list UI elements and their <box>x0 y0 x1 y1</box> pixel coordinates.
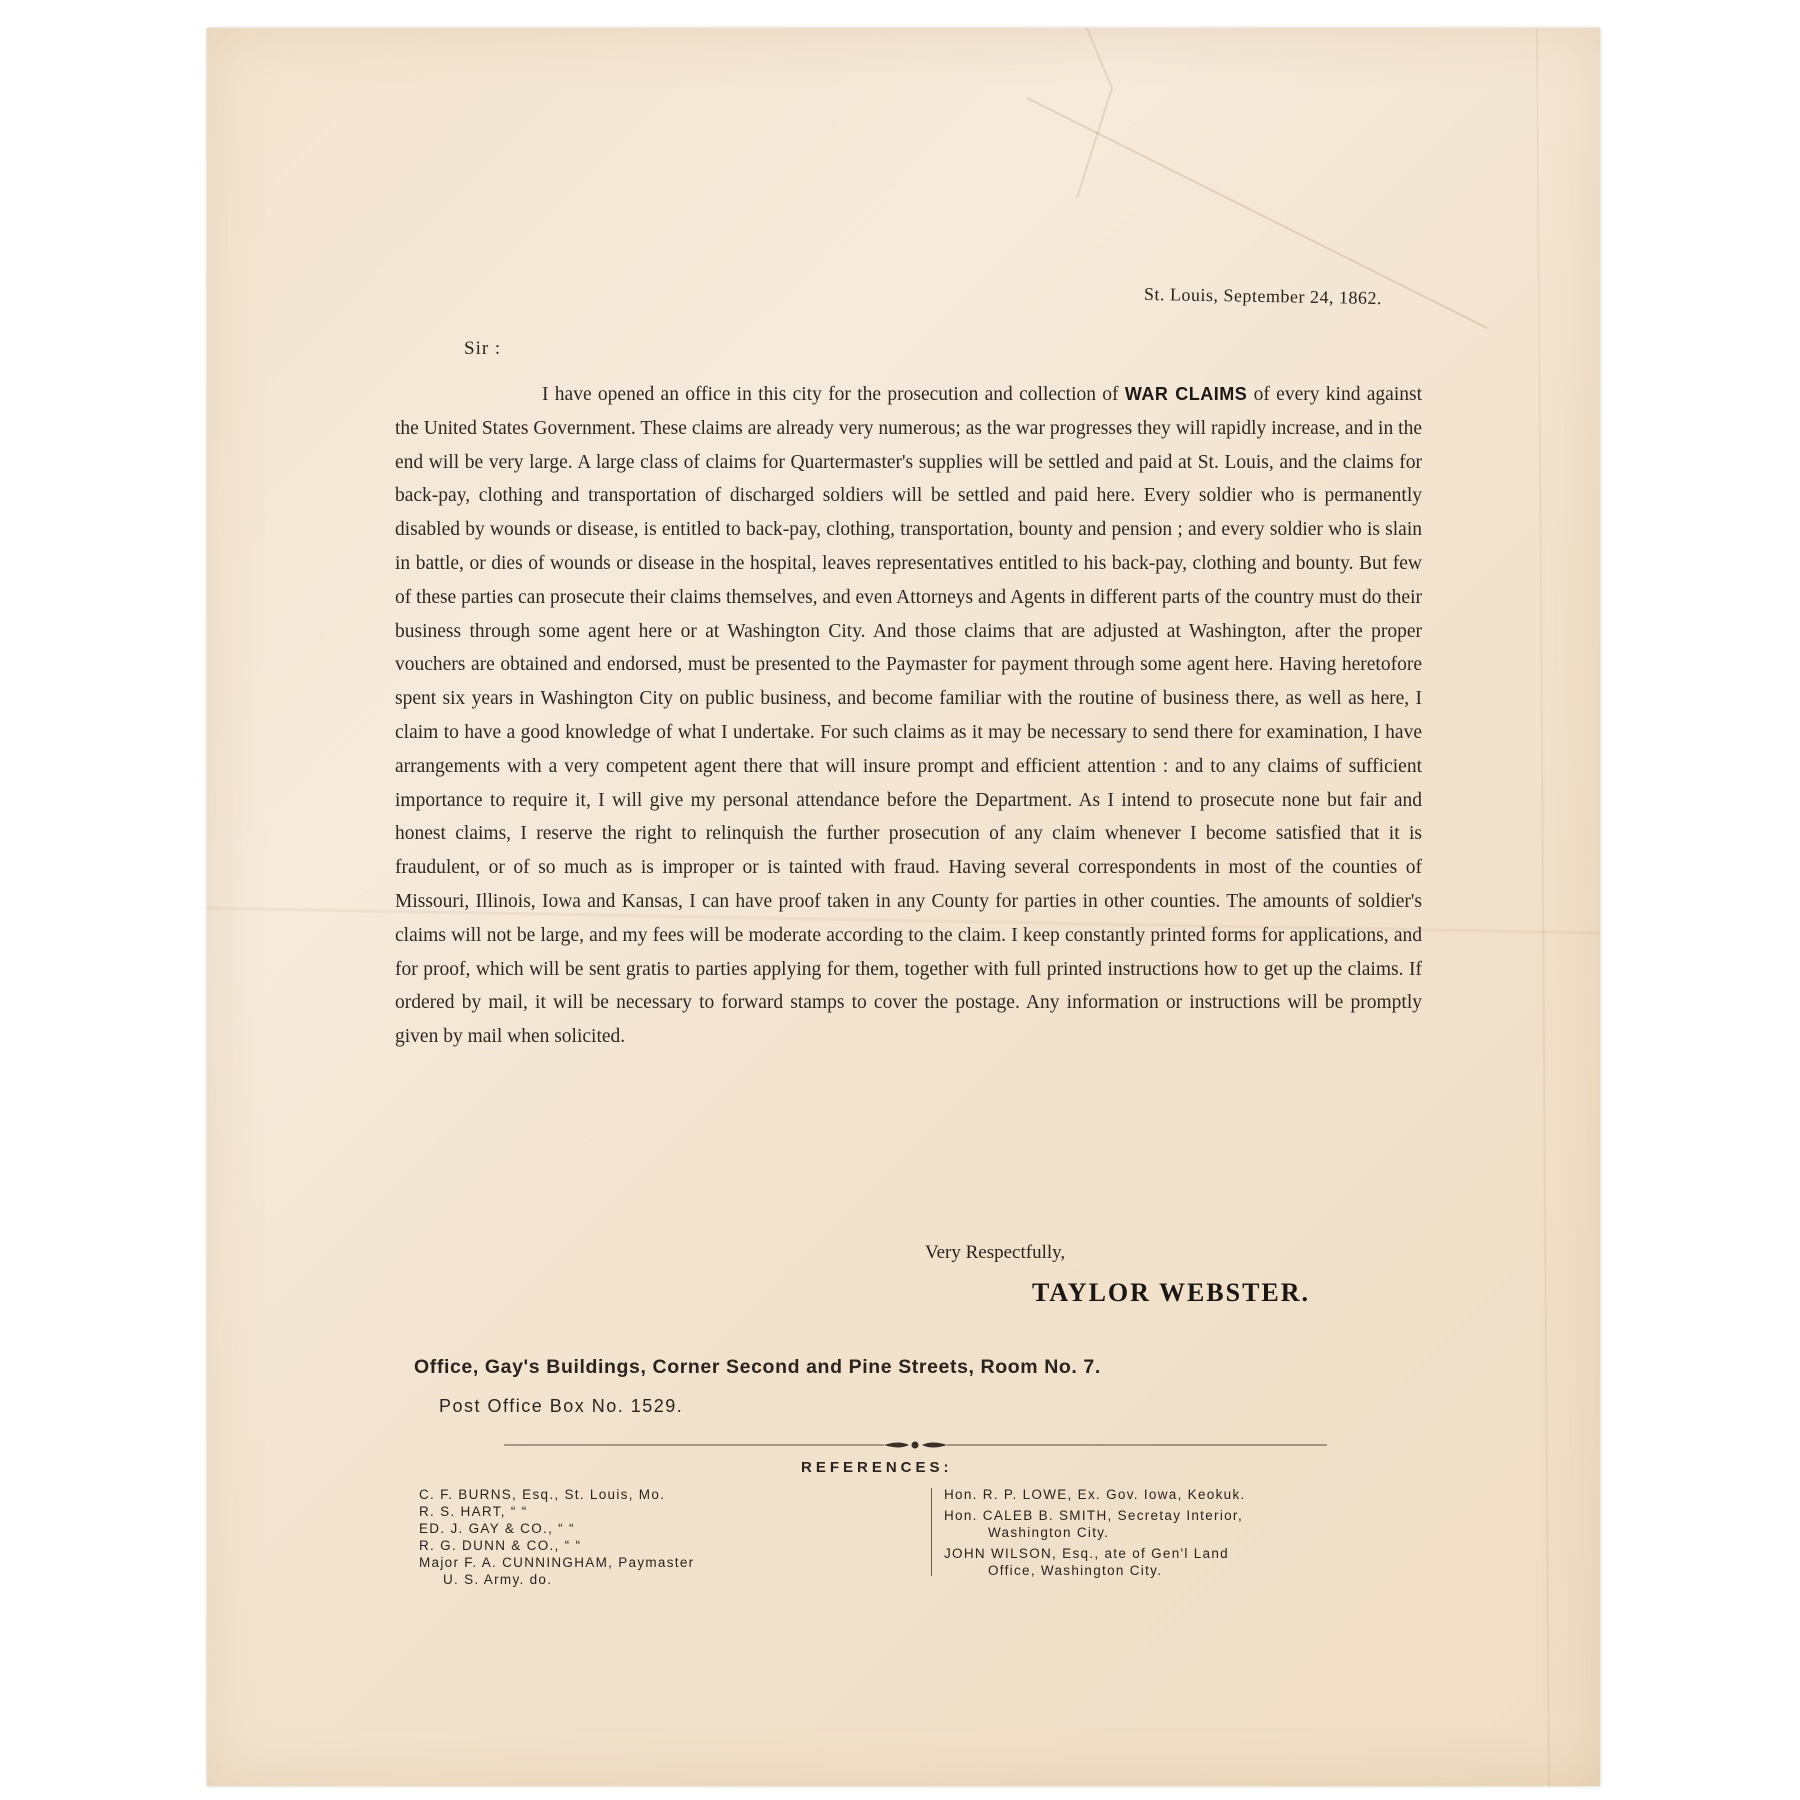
reference-item: ED. J. GAY & CO., “ “ <box>419 1521 575 1536</box>
office-address: Office, Gay's Buildings, Corner Second and Pine Streets, Room No. 7. <box>414 1356 1101 1378</box>
reference-item: Hon. CALEB B. SMITH, Secretay Interior, <box>944 1508 1244 1523</box>
references-column-divider <box>931 1488 932 1576</box>
body-text: of every kind against the United States Government. These claims are already very numerous; as the war progresses they will rapidly increase, and in the end will be very large. A large class of claims for Quartermaster's supplies will be settled and paid at St. Louis, and the claims for back-pay, clothing and transportation of discharged soldiers will be settled and paid here. Every soldier who is permanently disabled by wounds or disease, is entitled to back-pay, clothing, transportation, bounty and pension ; and every soldier who is slain in battle, or dies of wounds or disease in the hospital, leaves representatives entitled to his back-pay, clothing and bounty. But few of these parties can prosecute their claims themselves, and even Attorneys and Agents in different parts of the country must do their business through some agent here or at Washington City. And those claims that are adjusted at Washington, after the proper vouchers are obtained and endorsed, must be presented to the Paymaster for payment through some agent here. Having heretofore spent six years in Washington City on public business, and become familiar with the routine of business there, as well as here, I claim to have a good knowledge of what I undertake. For such claims as it may be necessary to send there for examination, I have arrangements with a very competent agent there that will insure prompt and efficient attention : and to any claims of sufficient importance to require it, I will give my personal attendance before the Department. As I intend to prosecute none but fair and honest claims, I reserve the right to relinquish the further prosecution of any claim whenever I become satisfied that it is fraudulent, or of so much as is improper or is tainted with fraud. Having several correspondents in most of the counties of Missouri, Illinois, Iowa and Kansas, I can have proof taken in any County for parties in other counties. The amounts of soldier's claims will not be large, and my fees will be moderate according to the claim. I keep constantly printed forms for applications, and for proof, which will be sent gratis to parties applying for them, together with full printed instructions how to get up the claims. If ordered by mail, it will be necessary to forward stamps to cover the postage. Any information or instructions will be promptly given by mail when solicited. <box>395 384 1423 1048</box>
reference-item: C. F. BURNS, Esq., St. Louis, Mo. <box>419 1487 666 1502</box>
body-intro: I have opened an office in this city for the prosecution and collection of <box>542 384 1119 405</box>
salutation: Sir : <box>464 338 502 359</box>
signature: TAYLOR WEBSTER. <box>1032 1278 1311 1307</box>
reference-item: Washington City. <box>988 1525 1110 1540</box>
reference-item: Major F. A. CUNNINGHAM, Paymaster <box>419 1555 695 1570</box>
reference-item: JOHN WILSON, Esq., ate of Gen'l Land <box>944 1546 1229 1561</box>
reference-item: U. S. Army. do. <box>443 1572 553 1587</box>
letter-page <box>207 28 1600 1786</box>
dateline: St. Louis, September 24, 1862. <box>1143 283 1383 309</box>
references-left-column <box>419 1486 924 1588</box>
ornamental-divider <box>504 1438 1327 1452</box>
letter-body <box>395 378 1422 1054</box>
reference-item: R. S. HART, “ “ <box>419 1504 528 1519</box>
references-heading: REFERENCES: <box>801 1459 953 1476</box>
reference-item: Office, Washington City. <box>988 1563 1163 1578</box>
references-right-column <box>944 1486 1422 1583</box>
reference-item: Hon. R. P. LOWE, Ex. Gov. Iowa, Keokuk. <box>944 1487 1246 1502</box>
post-office-box: Post Office Box No. 1529. <box>439 1396 684 1416</box>
reference-item: R. G. DUNN & CO., “ “ <box>419 1538 582 1553</box>
closing: Very Respectfully, <box>925 1242 1066 1263</box>
war-claims-emphasis: WAR CLAIMS <box>1124 384 1248 404</box>
